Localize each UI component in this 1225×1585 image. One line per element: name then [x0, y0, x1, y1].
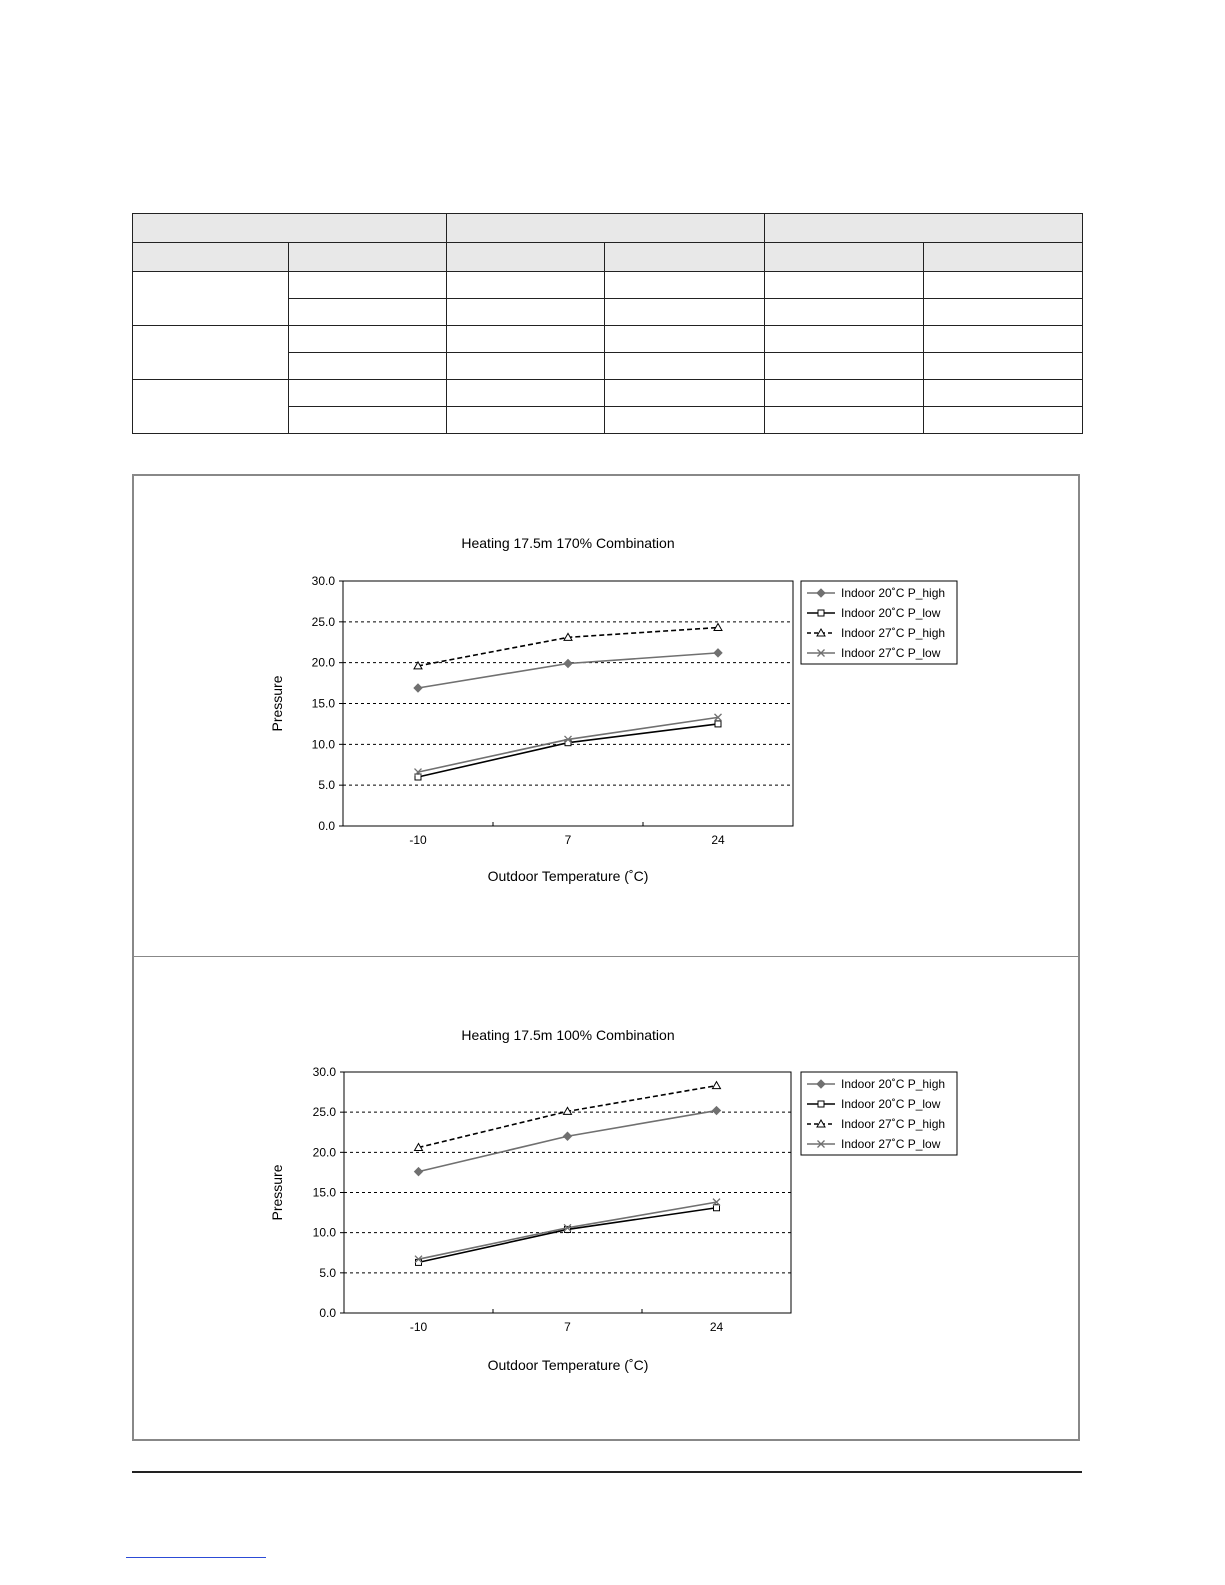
table-cell — [289, 407, 447, 434]
table-cell — [447, 407, 605, 434]
table-subheader-cell — [133, 243, 289, 272]
legend-label: Indoor 27˚C P_low — [841, 646, 941, 660]
x-tick-label: -10 — [409, 833, 427, 847]
table-cell — [447, 272, 605, 299]
legend-label: Indoor 27˚C P_high — [841, 1117, 946, 1131]
table-cell — [447, 353, 605, 380]
y-axis-label: Pressure — [269, 675, 285, 732]
table-header-cell — [447, 214, 765, 243]
table-cell — [289, 272, 447, 299]
legend-label: Indoor 27˚C P_low — [841, 1137, 941, 1151]
table-cell — [765, 407, 924, 434]
y-tick-label: 0.0 — [319, 1306, 336, 1320]
table-cell — [605, 299, 765, 326]
table-cell — [924, 272, 1083, 299]
y-tick-label: 25.0 — [311, 614, 335, 629]
x-tick-label: 7 — [564, 833, 572, 847]
legend-marker — [818, 610, 824, 616]
y-tick-label: 20.0 — [311, 655, 335, 670]
y-tick-label: 30.0 — [311, 574, 335, 588]
footer-divider — [132, 1471, 1082, 1473]
table-subheader-cell — [765, 243, 924, 272]
table-header-row — [133, 214, 1083, 243]
table-row — [133, 272, 1083, 299]
footer-link-underline — [126, 1557, 266, 1558]
chart-170-combination — [134, 476, 1078, 955]
y-tick-label: 25.0 — [312, 1105, 336, 1120]
table-header-cell — [765, 214, 1083, 243]
chart-100-combination — [134, 957, 1078, 1438]
legend — [801, 581, 957, 664]
chart-panel-170 — [132, 474, 1080, 957]
table-cell — [765, 326, 924, 353]
table-cell — [765, 272, 924, 299]
table-cell — [289, 299, 447, 326]
y-tick-label: 10.0 — [312, 1225, 336, 1240]
y-tick-label: 10.0 — [311, 737, 335, 752]
y-tick-label: 15.0 — [312, 1185, 336, 1200]
legend-label: Indoor 27˚C P_high — [841, 626, 946, 640]
x-tick-label: -10 — [409, 1320, 428, 1334]
data-point-indoor-20-c-p-low — [714, 1205, 720, 1211]
legend-label: Indoor 20˚C P_low — [841, 1097, 941, 1111]
table-subheader-cell — [605, 243, 765, 272]
data-point-indoor-20-c-p-low — [416, 1259, 422, 1265]
y-tick-label: 20.0 — [312, 1145, 336, 1160]
chart-title: Heating 17.5m 170% Combination — [461, 535, 675, 551]
table-group-cell — [133, 380, 289, 434]
table-cell — [924, 407, 1083, 434]
table-cell — [924, 299, 1083, 326]
legend-label: Indoor 20˚C P_high — [841, 1077, 946, 1091]
table-cell — [289, 326, 447, 353]
y-tick-label: 0.0 — [318, 819, 335, 833]
y-axis-label: Pressure — [269, 1164, 285, 1221]
table-cell — [765, 380, 924, 407]
y-tick-label: 5.0 — [319, 1265, 336, 1280]
legend-label: Indoor 20˚C P_low — [841, 606, 941, 620]
x-axis-label: Outdoor Temperature (˚C) — [487, 868, 649, 884]
x-tick-label: 7 — [564, 1320, 571, 1334]
table-group-cell — [133, 272, 289, 326]
legend-marker — [818, 1101, 824, 1107]
table-cell — [605, 407, 765, 434]
table-cell — [765, 299, 924, 326]
data-point-indoor-20-c-p-low — [715, 721, 721, 727]
table-cell — [924, 353, 1083, 380]
table-subheader-cell — [447, 243, 605, 272]
table-cell — [447, 380, 605, 407]
table-cell — [924, 380, 1083, 407]
table-row — [133, 380, 1083, 407]
x-tick-label: 24 — [711, 833, 725, 847]
table-cell — [289, 380, 447, 407]
table-row — [133, 326, 1083, 353]
table-cell — [605, 326, 765, 353]
pressure-table — [132, 213, 1083, 434]
chart-title: Heating 17.5m 100% Combination — [461, 1027, 675, 1043]
table-cell — [605, 380, 765, 407]
table-cell — [605, 353, 765, 380]
table-subheader-cell — [289, 243, 447, 272]
table-subheader-row — [133, 243, 1083, 272]
x-tick-label: 24 — [709, 1320, 724, 1334]
table-cell — [447, 299, 605, 326]
table-cell — [605, 272, 765, 299]
table-cell — [924, 326, 1083, 353]
table-subheader-cell — [924, 243, 1083, 272]
table-group-cell — [133, 326, 289, 380]
y-tick-label: 30.0 — [312, 1065, 336, 1079]
table-cell — [765, 353, 924, 380]
y-tick-label: 15.0 — [311, 696, 335, 711]
y-tick-label: 5.0 — [318, 778, 335, 793]
chart-panel-100 — [132, 956, 1080, 1441]
table-cell — [289, 353, 447, 380]
legend — [801, 1072, 957, 1155]
legend-label: Indoor 20˚C P_high — [841, 586, 946, 600]
x-axis-label: Outdoor Temperature (˚C) — [487, 1357, 649, 1373]
table-header-cell — [133, 214, 447, 243]
table-cell — [447, 326, 605, 353]
